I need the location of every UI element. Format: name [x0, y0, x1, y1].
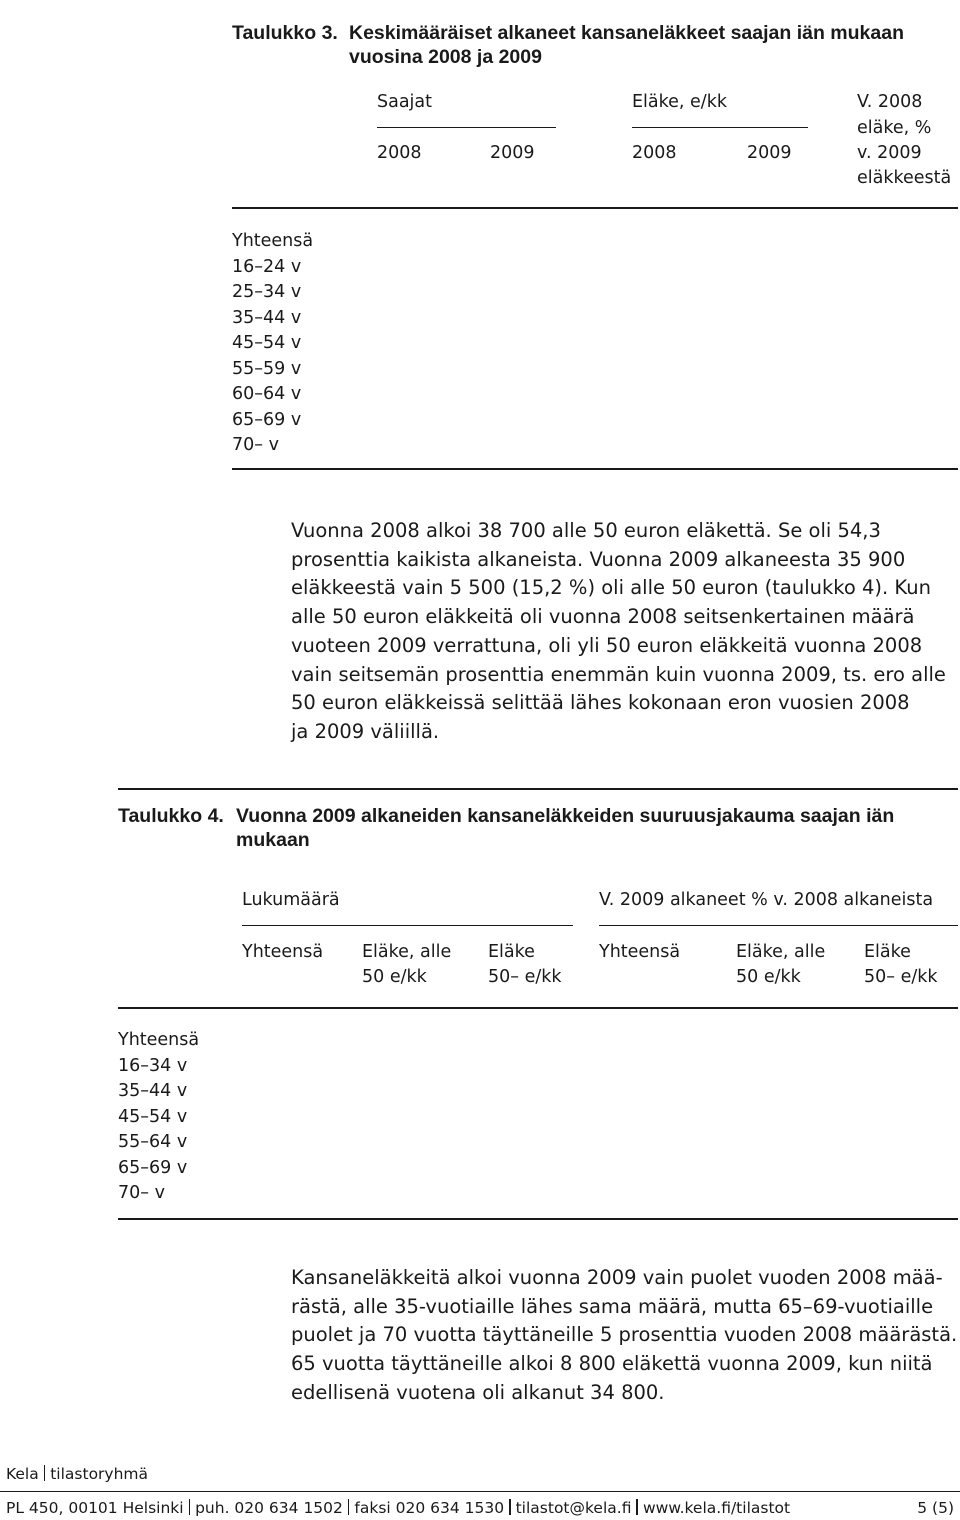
- header-saajat-underline: [377, 127, 556, 128]
- row-label: 35–44 v: [232, 307, 302, 328]
- row-label: 70– v: [118, 1183, 165, 1203]
- header-lukumaara: Lukumäärä: [242, 890, 340, 910]
- header-saajat-2008: 2008: [377, 143, 422, 163]
- footer-rule: [0, 1491, 960, 1492]
- header-n-yli-line-2: 50– e/kk: [488, 967, 562, 987]
- row-label: 70– v: [232, 435, 279, 455]
- header-pct-line-2: eläke, %: [857, 118, 932, 138]
- row-label: 16–24 v: [232, 256, 302, 277]
- page-number: 5 (5): [917, 1499, 954, 1517]
- paragraph-1: [291, 517, 946, 747]
- paragraph-1-line: 50 euron eläkkeissä selittää lähes kokonaan eron vuosien 2008: [291, 691, 910, 715]
- paragraph-1-line: ja 2009 väliillä.: [291, 719, 440, 743]
- paragraph-1-line: vuoteen 2009 verrattuna, oli yli 50 euron eläkkeitä vuonna 2008: [291, 633, 923, 657]
- row-label: 55–59 v: [232, 358, 302, 379]
- header-elake-2008: 2008: [632, 143, 677, 163]
- header-p-yli-line-2: 50– e/kk: [864, 967, 938, 987]
- table-4-bottom-rule: [118, 1218, 958, 1220]
- footer-divider: [509, 1499, 511, 1515]
- row-label: 25–34 v: [232, 282, 302, 302]
- table-4-top-rule: [118, 788, 958, 790]
- header-pct-line-3: v. 2009: [857, 143, 922, 163]
- footer-divider: [348, 1499, 350, 1515]
- paragraph-1-line: Vuonna 2008 alkoi 38 700 alle 50 euron eläkettä. Se oli 54,3: [291, 519, 881, 542]
- table-4-header-rule: [118, 1007, 958, 1009]
- paragraph-2-line: edellisenä vuotena oli alkanut 34 800.: [291, 1380, 665, 1404]
- footer-org-line: [6, 1464, 148, 1484]
- header-n-yli-line-1: Eläke: [488, 942, 535, 962]
- footer-unit: tilastoryhmä: [50, 1465, 149, 1483]
- paragraph-1-line: eläkkeestä vain 5 500 (15,2 %) oli alle 50 euron (taulukko 4). Kun: [291, 576, 931, 600]
- table-3-bottom-rule: [232, 468, 958, 470]
- footer-divider: [189, 1499, 191, 1515]
- row-label: Yhteensä: [232, 231, 314, 251]
- row-label: 16–34 v: [118, 1055, 188, 1076]
- header-saajat: Saajat: [377, 92, 433, 112]
- header-pct-line-1: V. 2008: [857, 92, 923, 112]
- header-pct-line-4: eläkkeestä: [857, 168, 952, 188]
- footer-fax: faksi 020 634 1530: [354, 1499, 505, 1517]
- row-label: 65–69 v: [232, 409, 302, 430]
- header-pct-group: V. 2009 alkaneet % v. 2008 alkaneista: [599, 890, 934, 910]
- header-elake: Eläke, e/kk: [632, 92, 727, 112]
- paragraph-2-line: Kansaneläkkeitä alkoi vuonna 2009 vain puolet vuoden 2008 mää-: [291, 1266, 943, 1289]
- footer-contact-line: [6, 1498, 790, 1518]
- footer-email-link[interactable]: tilastot@kela.fi: [515, 1499, 632, 1517]
- header-pct-group-underline: [599, 925, 958, 926]
- table-3-title-line-2: vuosina 2008 ja 2009: [349, 46, 542, 68]
- table-3-header-rule: [232, 207, 958, 209]
- header-p-yli-line-1: Eläke: [864, 942, 911, 962]
- table-4-label: Taulukko 4.: [118, 805, 224, 827]
- header-p-alle-line-2: 50 e/kk: [736, 967, 801, 987]
- paragraph-1-line: vain seitsemän prosenttia enemmän kuin vuonna 2009, ts. ero alle: [291, 662, 946, 686]
- footer-web-link[interactable]: www.kela.fi/tilastot: [642, 1499, 791, 1517]
- header-p-total: Yhteensä: [599, 942, 681, 962]
- footer-divider: [44, 1465, 46, 1481]
- row-label: 55–64 v: [118, 1132, 188, 1152]
- footer-address: PL 450, 00101 Helsinki: [6, 1499, 184, 1517]
- row-label: 35–44 v: [118, 1081, 188, 1101]
- header-n-alle-line-1: Eläke, alle: [362, 942, 452, 962]
- paragraph-2-line: rästä, alle 35-vuotiaille lähes sama määrä, mutta 65–69-vuotiaille: [291, 1294, 934, 1318]
- header-elake-underline: [632, 127, 808, 128]
- paragraph-2-line: puolet ja 70 vuotta täyttäneille 5 prosenttia vuoden 2008 määrästä.: [291, 1323, 958, 1347]
- header-n-total: Yhteensä: [242, 942, 324, 962]
- paragraph-2-line: 65 vuotta täyttäneille alkoi 8 800 eläkettä vuonna 2009, kun niitä: [291, 1352, 933, 1376]
- footer-divider: [636, 1499, 638, 1515]
- header-lukumaara-underline: [242, 925, 573, 926]
- row-label: 45–54 v: [232, 333, 302, 353]
- row-label: 65–69 v: [118, 1157, 188, 1178]
- row-label: 45–54 v: [118, 1106, 188, 1127]
- paragraph-1-line: prosenttia kaikista alkaneista. Vuonna 2009 alkaneesta 35 900: [291, 547, 906, 571]
- header-n-alle-line-2: 50 e/kk: [362, 967, 427, 987]
- paragraph-1-line: alle 50 euron eläkkeitä oli vuonna 2008 seitsenkertainen määrä: [291, 605, 915, 629]
- table-4-title-line-2: mukaan: [236, 829, 310, 851]
- row-label: 60–64 v: [232, 384, 302, 404]
- table-3-title-line-1: Keskimääräiset alkaneet kansaneläkkeet saajan iän mukaan: [349, 22, 904, 44]
- header-saajat-2009: 2009: [490, 143, 535, 163]
- header-elake-2009: 2009: [747, 143, 792, 163]
- table-3-label: Taulukko 3.: [232, 22, 338, 44]
- header-p-alle-line-1: Eläke, alle: [736, 942, 826, 962]
- paragraph-2: [291, 1264, 957, 1408]
- table-4-title-line-1: Vuonna 2009 alkaneiden kansaneläkkeiden suuruusjakauma saajan iän: [236, 805, 895, 827]
- footer-org: Kela: [6, 1465, 39, 1483]
- footer-phone: puh. 020 634 1502: [195, 1499, 343, 1517]
- row-label: Yhteensä: [118, 1030, 200, 1050]
